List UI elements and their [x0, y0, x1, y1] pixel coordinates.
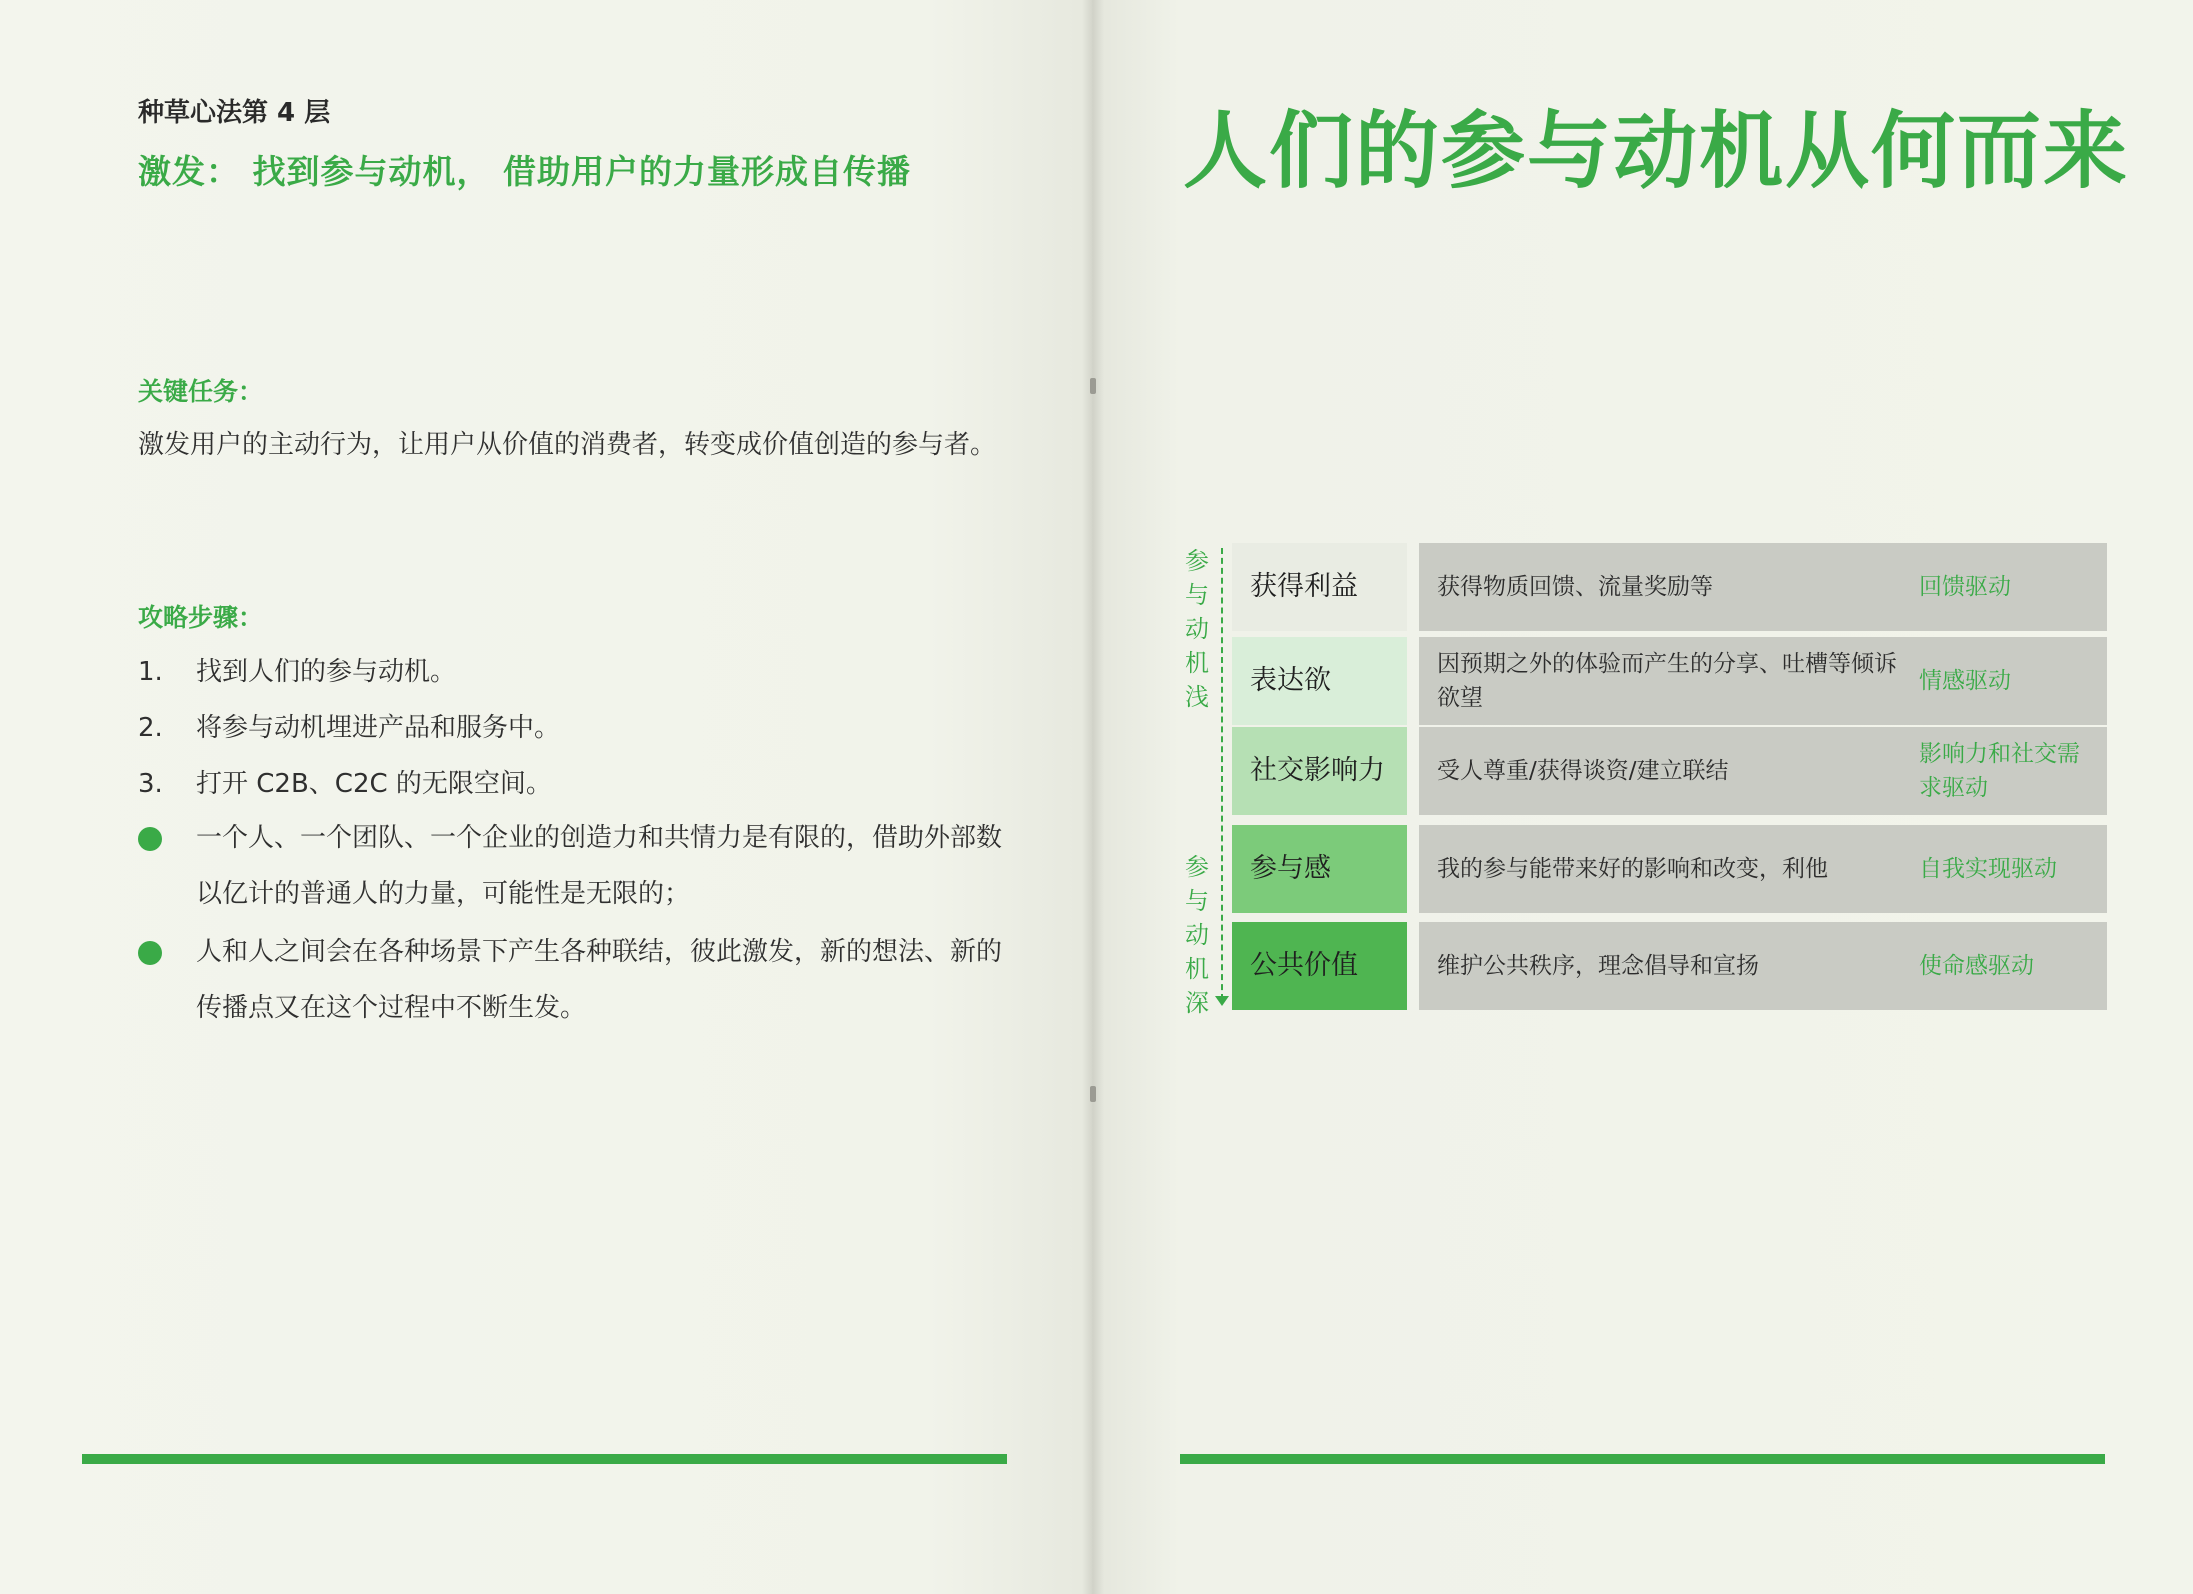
bullet-text: 人和人之间会在各种场景下产生各种联结，彼此激发，新的想法、新的传播点又在这个过程中不断生发。 — [196, 937, 1003, 1023]
green-bullet-icon — [138, 827, 162, 851]
axis-label-shallow: 参 与 动 机 浅 — [1185, 547, 1209, 711]
motivation-drive: 自我实现驱动 — [1919, 856, 2057, 882]
motivation-name: 参与感 — [1232, 825, 1407, 913]
right-page-title: 人们的参与动机从何而来 — [1183, 102, 2130, 200]
layer-title: 激发： 找到参与动机， 借助用户的力量形成自传播 — [138, 152, 911, 191]
bullet-text: 一个人、一个团队、一个企业的创造力和共情力是有限的，借助外部数以亿计的普通人的力量，可能性是无限的； — [196, 823, 1003, 909]
motivation-band — [1419, 825, 2107, 913]
strategy-steps — [138, 644, 1018, 812]
depth-axis-line — [1221, 548, 1223, 1000]
step-number: 2. — [138, 713, 163, 743]
bullet-item — [138, 810, 1018, 922]
motivation-desc: 我的参与能带来好的影响和改变，利他 — [1437, 856, 1828, 882]
motivation-row — [1232, 543, 2107, 631]
step-item — [138, 644, 1018, 700]
step-item — [138, 756, 1018, 812]
step-number: 1. — [138, 657, 163, 687]
motivation-name: 表达欲 — [1232, 637, 1407, 725]
motivation-name: 社交影响力 — [1232, 727, 1407, 815]
motivation-drive: 回馈驱动 — [1919, 574, 2011, 600]
motivation-name: 获得利益 — [1232, 543, 1407, 631]
step-text: 打开 C2B、C2C 的无限空间。 — [196, 769, 552, 799]
step-item — [138, 700, 1018, 756]
step-number: 3. — [138, 769, 163, 799]
book-gutter — [1082, 0, 1104, 1594]
motivation-desc: 维护公共秩序，理念倡导和宣扬 — [1437, 953, 1759, 979]
strategy-label: 攻略步骤： — [138, 603, 264, 632]
strategy-bullets — [138, 810, 1018, 1036]
staple — [1090, 1086, 1096, 1102]
motivation-desc: 获得物质回馈、流量奖励等 — [1437, 574, 1713, 600]
motivation-band — [1419, 727, 2107, 815]
motivation-band — [1419, 637, 2107, 725]
motivation-row — [1232, 727, 2107, 815]
motivation-band — [1419, 543, 2107, 631]
staple — [1090, 378, 1096, 394]
arrow-down-icon — [1215, 996, 1229, 1006]
green-bullet-icon — [138, 941, 162, 965]
motivation-drive: 使命感驱动 — [1919, 953, 2034, 979]
motivation-desc: 因预期之外的体验而产生的分享、吐槽等倾诉欲望 — [1437, 651, 1897, 711]
motivation-row — [1232, 637, 2107, 725]
motivation-drive: 情感驱动 — [1919, 668, 2011, 694]
motivation-row — [1232, 825, 2107, 913]
layer-label: 种草心法第 4 层 — [138, 98, 331, 128]
right-footer-rule — [1180, 1454, 2105, 1464]
left-footer-rule — [82, 1454, 1007, 1464]
motivation-desc: 受人尊重/获得谈资/建立联结 — [1437, 758, 1729, 784]
motivation-band — [1419, 922, 2107, 1010]
key-task-label: 关键任务： — [138, 377, 264, 406]
motivation-drive: 影响力和社交需求驱动 — [1919, 741, 2080, 801]
bullet-item — [138, 924, 1018, 1036]
step-text: 将参与动机埋进产品和服务中。 — [196, 713, 561, 743]
axis-label-deep: 参 与 动 机 深 — [1185, 853, 1209, 1017]
step-text: 找到人们的参与动机。 — [196, 657, 457, 687]
motivation-row — [1232, 922, 2107, 1010]
key-task-text: 激发用户的主动行为，让用户从价值的消费者，转变成价值创造的参与者。 — [138, 430, 997, 460]
motivation-name: 公共价值 — [1232, 922, 1407, 1010]
